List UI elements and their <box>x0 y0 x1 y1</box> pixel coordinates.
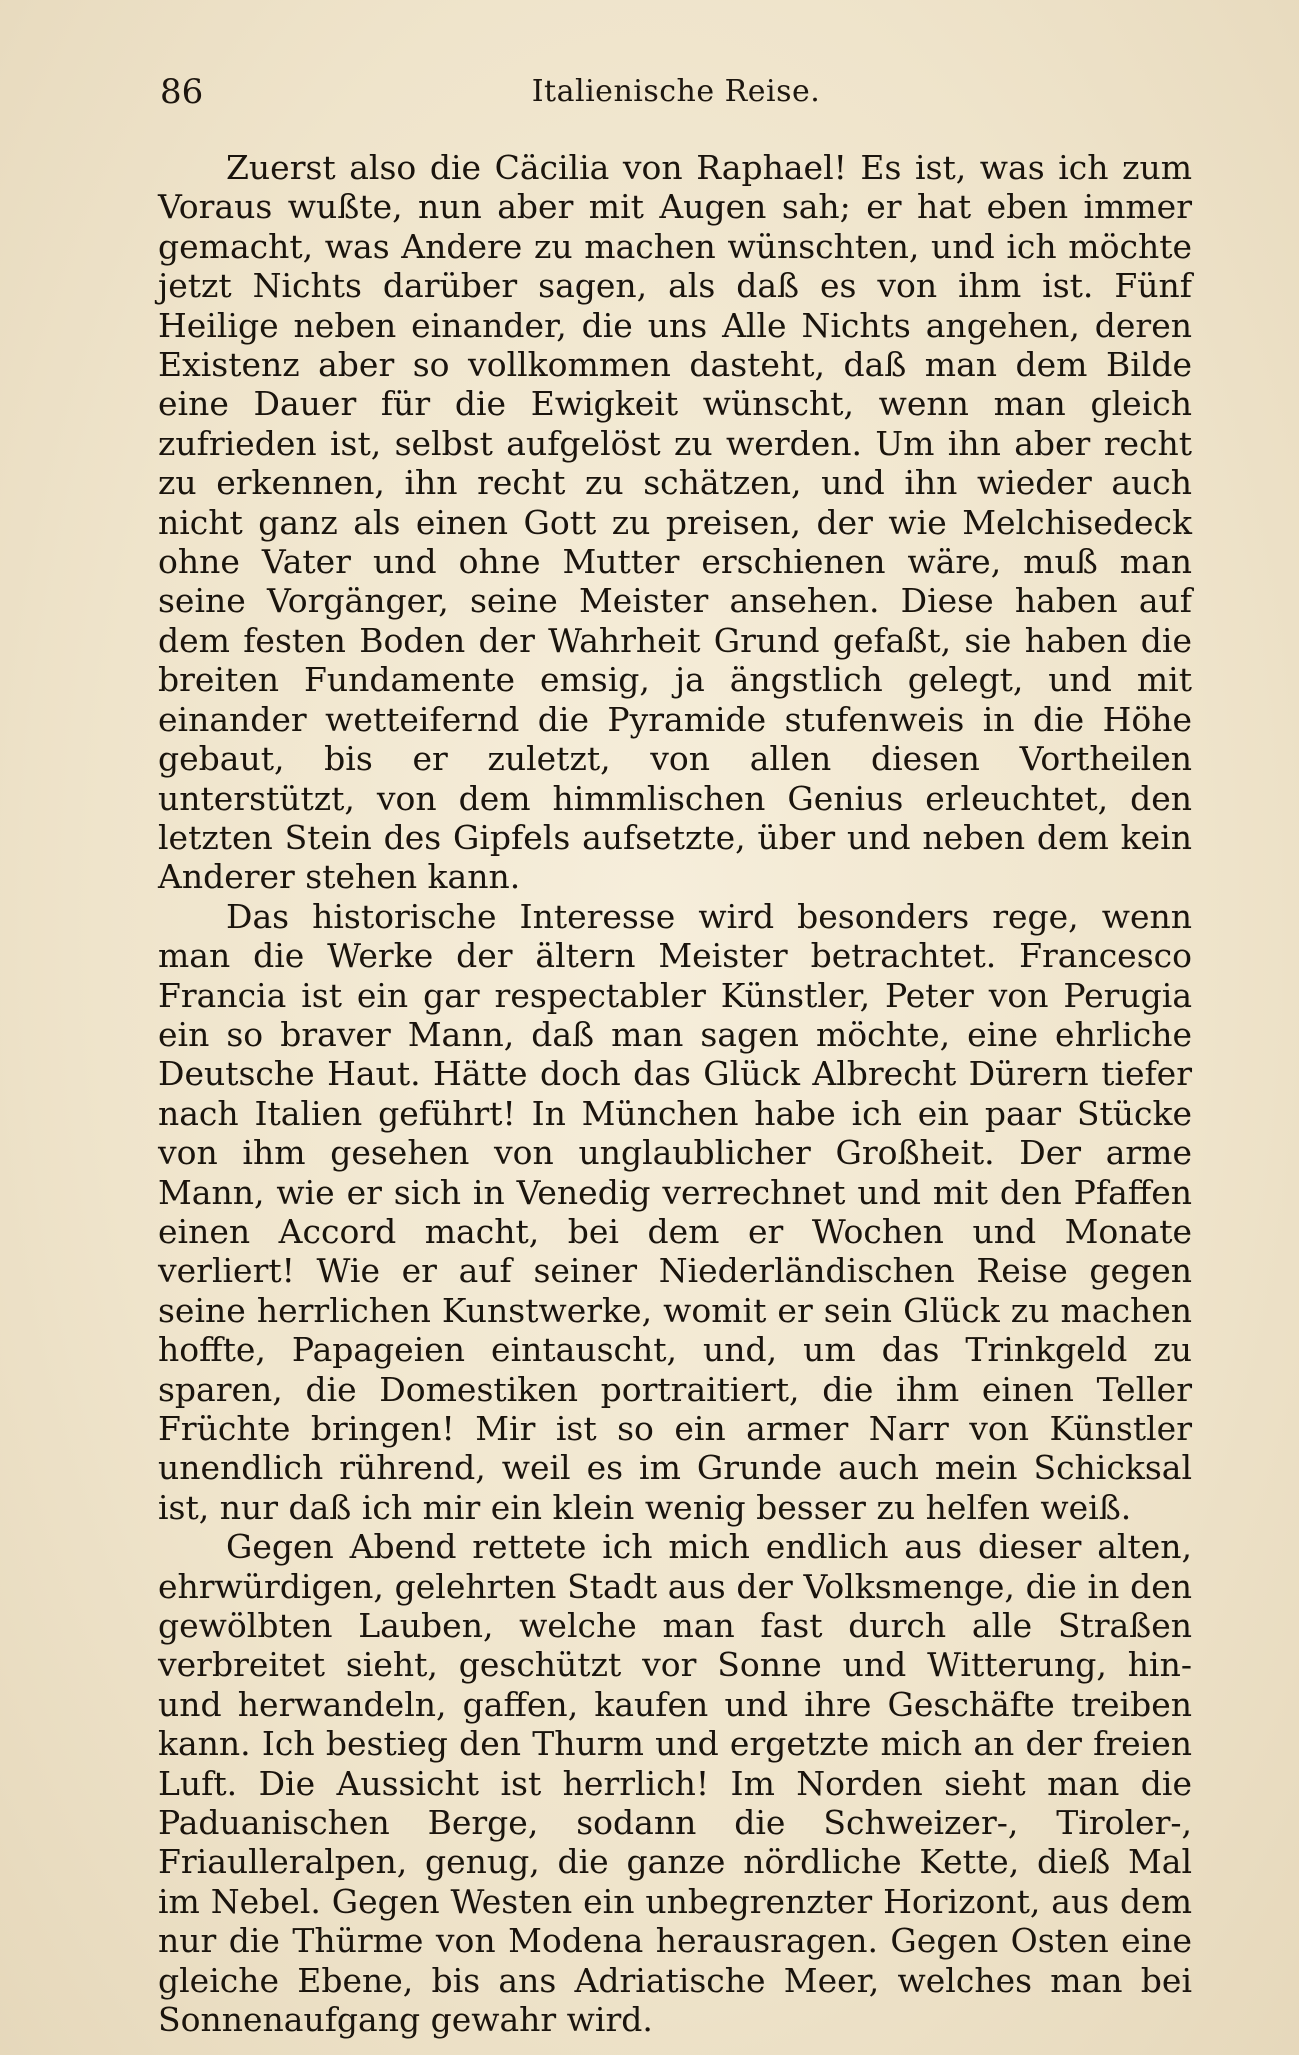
paragraph-historical-interest: Das historische Interesse wird besonders rege, wenn man die Werke der ältern Meister betrachtet. Francesco Francia ist ein gar respectabler Künstler, Peter von Perugia ein so braver Mann, daß man sagen möchte, eine ehrliche Deutsche Haut. Hätte doch das Glück Albrecht Dürern tiefer nach Italien geführt! In München habe ich ein paar Stücke von ihm gesehen von unglaublicher Großheit. Der arme Mann, wie er sich in Venedig verrechnet und mit den Pfaffen einen Accord macht, bei dem er Wochen und Monate verliert! Wie er auf seiner Niederländischen Reise gegen seine herrlichen Kunstwerke, womit er sein Glück zu machen hoffte, Papageien eintauscht, und, um das Trinkgeld zu sparen, die Domestiken portraitiert, die ihm einen Teller Früchte bringen! Mir ist so ein armer Narr von Künstler unendlich rührend, weil es im Grunde auch mein Schicksal ist, nur daß ich mir ein klein wenig besser zu helfen weiß. <box>158 896 1192 1527</box>
paragraph-evening-tower: Gegen Abend rettete ich mich endlich aus dieser alten, ehrwürdigen, gelehrten Stadt aus der Volksmenge, die in den gewölbten Lauben, welche man fast durch alle Straßen verbreitet sieht, geschützt vor Sonne und Witterung, hin- und herwandeln, gaffen, kaufen und ihre Geschäfte treiben kann. Ich bestieg den Thurm und ergetzte mich an der freien Luft. Die Aussicht ist herrlich! Im Norden sieht man die Paduanischen Berge, sodann die Schweizer-, Tiroler-, Friaulleralpen, genug, die ganze nördliche Kette, dieß Mal im Nebel. Gegen Westen ein unbegrenzter Horizont, aus dem nur die Thürme von Modena herausragen. Gegen Osten eine gleiche Ebene, bis ans Adriatische Meer, welches man bei Sonnenaufgang gewahr wird. <box>158 1527 1192 2040</box>
page-number: 86 <box>160 72 204 112</box>
body-text <box>158 148 1192 2040</box>
running-head: Italienische Reise. <box>531 74 821 109</box>
page-header <box>160 72 1192 122</box>
paragraph-raphael: Zuerst also die Cäcilia von Raphael! Es ist, was ich zum Voraus wußte, nun aber mit Augen sah; er hat eben immer gemacht, was Andere zu machen wünschten, und ich möchte jetzt Nichts darüber sagen, als daß es von ihm ist. Fünf Heilige neben einander, die uns Alle Nichts angehen, deren Existenz aber so vollkommen dasteht, daß man dem Bilde eine Dauer für die Ewigkeit wünscht, wenn man gleich zufrieden ist, selbst aufgelöst zu werden. Um ihn aber recht zu erkennen, ihn recht zu schätzen, und ihn wieder auch nicht ganz als einen Gott zu preisen, der wie Melchisedeck ohne Vater und ohne Mutter erschienen wäre, muß man seine Vorgänger, seine Meister ansehen. Diese haben auf dem festen Boden der Wahrheit Grund gefaßt, sie haben die breiten Fundamente emsig, ja ängstlich gelegt, und mit einander wetteifernd die Pyramide stufenweis in die Höhe gebaut, bis er zuletzt, von allen diesen Vortheilen unterstützt, von dem himmlischen Genius erleuchtet, den letzten Stein des Gipfels aufsetzte, über und neben dem kein Anderer stehen kann. <box>158 148 1192 897</box>
